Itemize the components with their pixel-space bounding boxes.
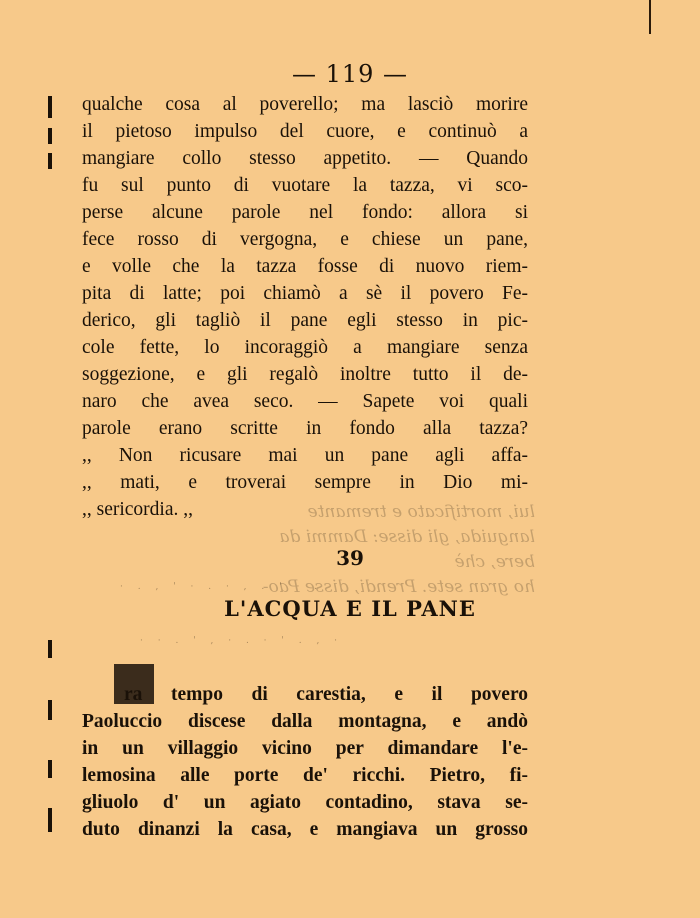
chapter-number: 39: [336, 546, 364, 570]
margin-mark: [48, 640, 52, 658]
text-line: mangiare collo stesso appetito. — Quando: [82, 148, 528, 169]
page-number: — 119 —: [291, 60, 409, 88]
text-line: pita di latte; poi chiamò a sè il povero Fe-: [82, 283, 528, 304]
text-line: derico, gli tagliò il pane egli stesso in pic-: [82, 310, 528, 331]
margin-mark: [48, 96, 52, 118]
text-line: ra tempo di carestia, e il povero: [124, 684, 528, 705]
scan-noise: · · . ' , · . · ' . , ·: [140, 636, 344, 646]
text-line: ,, sericordia. ,,: [82, 499, 194, 520]
bleed-through-text: lui, mortificato e tremante languida, gli disse: Dammi da bere, chè ho gran sete. Prendi, disse Pao-: [262, 502, 535, 597]
margin-mark: [48, 760, 52, 778]
text-line: parole erano scritte in fondo alla tazza?: [82, 418, 528, 439]
margin-mark: [48, 808, 52, 832]
text-line: ,, Non ricusare mai un pane agli affa-: [82, 445, 528, 466]
margin-mark: [48, 153, 52, 169]
text-line: ,, mati, e troverai sempre in Dio mi-: [82, 472, 528, 493]
paragraph-opening: [82, 681, 528, 843]
margin-mark: [48, 700, 52, 720]
margin-mark: [48, 128, 52, 144]
text-line: cole fette, lo incoraggiò a mangiare senza: [82, 337, 528, 358]
chapter-title: L'ACQUA E IL PANE: [224, 596, 476, 621]
paragraph-continued: [82, 91, 528, 523]
text-line: qualche cosa al poverello; ma lasciò morire: [82, 94, 528, 115]
text-line: fece rosso di vergogna, e chiese un pane,: [82, 229, 528, 250]
text-line: fu sul punto di vuotare la tazza, vi sco-: [82, 175, 528, 196]
text-line: soggezione, e gli regalò inoltre tutto il de-: [82, 364, 528, 385]
text-line: lemosina alle porte de' ricchi. Pietro, fi-: [82, 765, 528, 786]
text-line: gliuolo d' un agiato contadino, stava se-: [82, 792, 528, 813]
text-line: il pietoso impulso del cuore, e continuò a: [82, 121, 528, 142]
text-line: in un villaggio vicino per dimandare l'e-: [82, 738, 528, 759]
scan-edge-mark: [649, 0, 651, 34]
text-line: naro che avea seco. — Sapete voi quali: [82, 391, 528, 412]
text-line: duto dinanzi la casa, e mangiava un grosso: [82, 819, 528, 840]
scan-noise: · . , ' · . · , . ' · .: [120, 582, 324, 592]
text-line: perse alcune parole nel fondo: allora si: [82, 202, 528, 223]
text-line: Paoluccio discese dalla montagna, e andò: [82, 711, 528, 732]
text-line: e volle che la tazza fosse di nuovo riem-: [82, 256, 528, 277]
